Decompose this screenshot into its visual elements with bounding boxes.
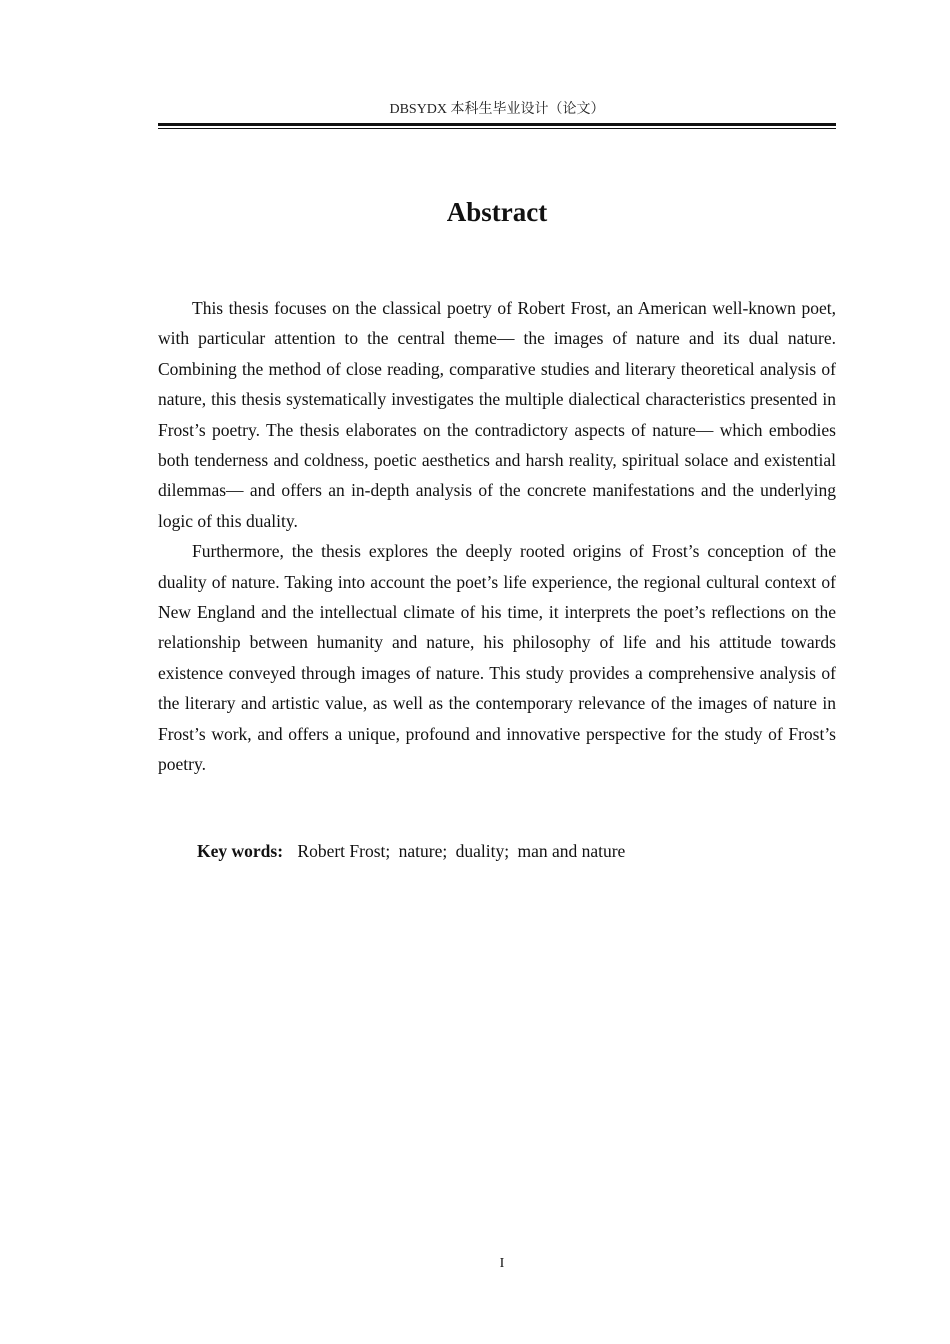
abstract-paragraph-1: This thesis focuses on the classical poetry of Robert Frost, an American well-known poet, with particular attention to the central theme— the images of nature and its dual nature. Combining the method of close reading, comparative studies and literary theoretical analysis of nature, this thesis systematically investigates the multiple dialectical characteristics presented in Frost’s poetry. The thesis elaborates on the contradictory aspects of nature— which embodies both tenderness and coldness, poetic aesthetics and harsh reality, spiritual solace and existential dilemmas— and offers an in-depth analysis of the concrete manifestations and the underlying logic of this duality. [158, 298, 836, 531]
keyword-item: duality; [455, 841, 510, 861]
running-header: DBSYDX 本科生毕业设计（论文） [389, 102, 605, 117]
abstract-body [158, 293, 836, 780]
page-title: Abstract [446, 197, 548, 227]
header-double-rule [158, 123, 836, 129]
abstract-paragraph-2: Furthermore, the thesis explores the deeply rooted origins of Frost’s conception of the duality of nature. Taking into account the poet’s life experience, the regional cultural context of New England and the intellectual climate of his time, it interprets the poet’s reflections on the relationship between humanity and nature, his philosophy of life and his attitude towards existence conveyed through images of nature. This study provides a comprehensive analysis of the literary and artistic value, as well as the contemporary relevance of the images of nature in Frost’s work, and offers a unique, profound and innovative perspective for the study of Frost’s poetry. [158, 541, 836, 775]
keyword-item: nature; [398, 841, 448, 861]
page-number: I [499, 1256, 505, 1271]
keyword-item: man and nature [517, 841, 626, 861]
keyword-item: Robert Frost; [297, 841, 391, 861]
keywords-line [197, 836, 629, 866]
keywords-label: Key words: [197, 841, 284, 861]
